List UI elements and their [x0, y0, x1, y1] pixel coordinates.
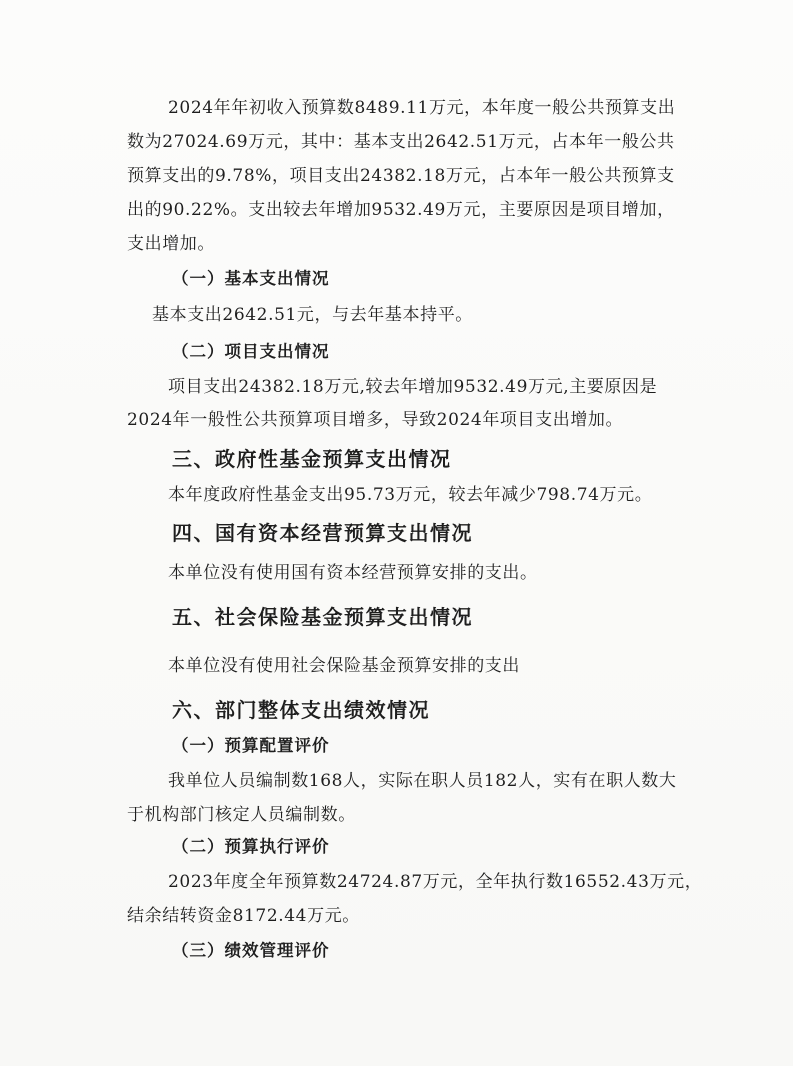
- budget-allocation-line-1: 我单位人员编制数168人，实际在职人员182人，实有在职人数大: [168, 771, 677, 791]
- project-expense-line-1: 项目支出24382.18万元,较去年增加9532.49万元,主要原因是: [168, 377, 658, 397]
- section-4-text: 本单位没有使用国有资本经营预算安排的支出。: [168, 563, 538, 583]
- section-4-heading: 四、国有资本经营预算支出情况: [172, 521, 473, 545]
- intro-line-5: 支出增加。: [127, 234, 215, 254]
- budget-allocation-line-2: 于机构部门核定人员编制数。: [127, 805, 356, 825]
- intro-line-4: 出的90.22%。支出较去年增加9532.49万元，主要原因是项目增加，: [127, 200, 675, 220]
- intro-line-3: 预算支出的9.78%，项目支出24382.18万元，占本年一般公共预算支: [127, 166, 675, 186]
- section-3-text: 本年度政府性基金支出95.73万元，较去年减少798.74万元。: [168, 485, 653, 505]
- intro-line-2: 数为27024.69万元，其中：基本支出2642.51万元，占本年一般公共: [127, 132, 675, 152]
- intro-line-1: 2024年年初收入预算数8489.11万元，本年度一般公共预算支出: [168, 98, 676, 118]
- performance-management-heading: （三）绩效管理评价: [172, 941, 330, 960]
- section-5-text: 本单位没有使用社会保险基金预算安排的支出: [168, 656, 520, 676]
- project-expense-line-2: 2024年一般性公共预算项目增多，导致2024年项目支出增加。: [127, 410, 624, 430]
- section-6-heading: 六、部门整体支出绩效情况: [172, 698, 430, 722]
- budget-allocation-heading: （一）预算配置评价: [172, 736, 330, 755]
- budget-execution-line-1: 2023年度全年预算数24724.87万元，全年执行数16552.43万元，: [168, 872, 703, 892]
- section-5-heading: 五、社会保险基金预算支出情况: [172, 605, 473, 629]
- basic-expense-heading: （一）基本支出情况: [172, 269, 330, 288]
- basic-expense-text: 基本支出2642.51元，与去年基本持平。: [152, 305, 473, 325]
- project-expense-heading: （二）项目支出情况: [172, 342, 330, 361]
- budget-execution-heading: （二）预算执行评价: [172, 837, 330, 856]
- budget-execution-line-2: 结余结转资金8172.44万元。: [127, 906, 360, 926]
- section-3-heading: 三、政府性基金预算支出情况: [172, 447, 452, 471]
